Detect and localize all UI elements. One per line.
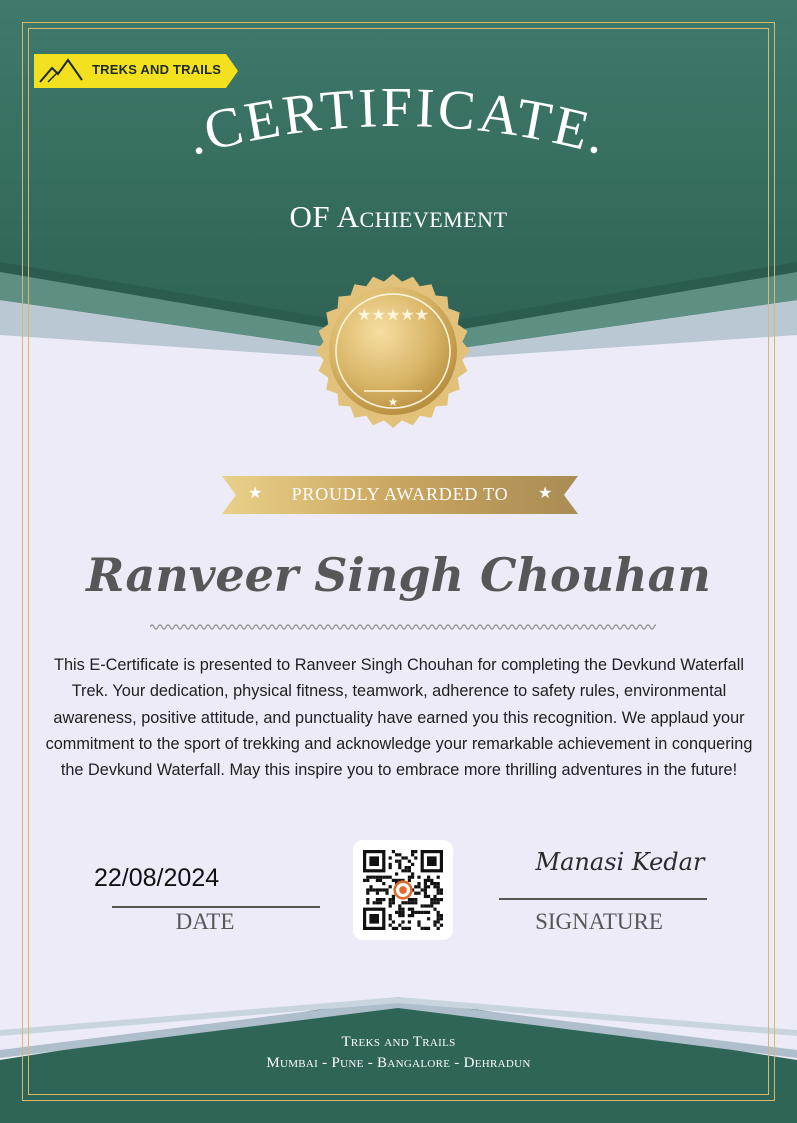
footer-cities: Mumbai - Pune - Bangalore - Dehradun (266, 1055, 531, 1071)
date-label: DATE (175, 909, 235, 934)
star-icon: ★★★★★ (357, 305, 429, 324)
star-icon: ★ (248, 483, 263, 502)
signature-name: Manasi Kedar (535, 848, 705, 876)
recipient-name: Ranveer Singh Chouhan (86, 548, 711, 602)
certificate-title-text: .CERTIFICATE. (180, 76, 616, 168)
gold-seal-icon (316, 272, 470, 430)
brand-logo-text: TREKS AND TRAILS (92, 62, 222, 77)
certificate-title (0, 70, 797, 190)
date-line (112, 906, 320, 908)
signature-line (499, 898, 707, 900)
qr-code-icon (363, 850, 443, 930)
certificate-subtitle: OF Achievement (289, 199, 508, 234)
date-value: 22/08/2024 (94, 864, 220, 892)
wavy-divider (150, 621, 656, 633)
awarded-label: PROUDLY AWARDED TO (291, 484, 509, 504)
star-icon: ★ (387, 395, 399, 409)
svg-text:.CERTIFICATE. (180, 77, 616, 168)
signature-label: SIGNATURE (535, 909, 663, 934)
star-icon: ★ (538, 483, 553, 502)
qr-code[interactable] (353, 840, 453, 940)
certificate-body-text: This E-Certificate is presented to Ranveer Singh Chouhan for completing the Devkund Waterfall Trek. Your dedication, physical fitness, teamwork, adherence to safety rules, environmental awareness, positive attitude, and punctuality have earned you this recognition. We applaud your commitment to the sport of trekking and acknowledge your remarkable achievement in conquering the Devkund Waterfall. May this inspire you to embrace more thrilling adventures in the future! (45, 656, 753, 780)
footer-org-name: Treks and Trails (341, 1034, 456, 1050)
